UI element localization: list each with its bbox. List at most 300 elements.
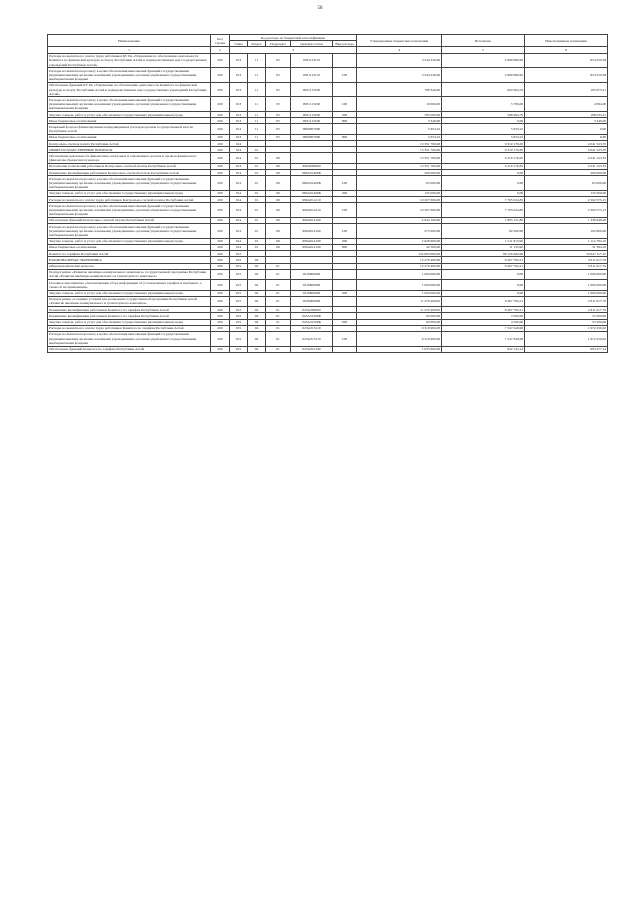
- row-chapter-cell: 914: [230, 244, 248, 250]
- row-executed-cell: 0,00: [442, 190, 525, 196]
- row-unexecuted-cell: 4 041 523,35: [525, 153, 608, 163]
- row-chapter-cell: 915: [230, 307, 248, 313]
- row-target-cell: 023А315190: [291, 346, 333, 352]
- row-target-cell: 023А315110: [291, 325, 333, 331]
- row-section-cell: 04: [248, 319, 266, 325]
- row-section-cell: 01: [248, 170, 266, 176]
- row-section-cell: 11: [248, 134, 266, 140]
- row-approved-cell: 60 000,00: [357, 319, 442, 325]
- row-unexecuted-cell: 200 000,00: [525, 170, 608, 176]
- row-section-cell: 04: [248, 307, 266, 313]
- row-subsection-cell: 01: [266, 280, 291, 290]
- row-section-cell: 04: [248, 325, 266, 331]
- row-executed-cell: 8 467 782,21: [442, 263, 525, 269]
- row-unexecuted-cell: 4 041 523,35: [525, 163, 608, 169]
- row-line-code-cell: 200: [211, 307, 230, 313]
- index-cell: 5: [442, 47, 525, 53]
- row-target-cell: 0931113110: [291, 68, 333, 83]
- row-chapter-cell: 914: [230, 224, 248, 239]
- row-target-cell: 0210600000: [291, 290, 333, 296]
- row-unexecuted-cell: 1 114 784,10: [525, 238, 608, 244]
- row-approved-cell: 3 544 240,00: [357, 53, 442, 68]
- row-unexecuted-cell: 2 811 617,79: [525, 296, 608, 306]
- row-subsection-cell: 01: [266, 269, 291, 279]
- budget-execution-table: [47, 34, 608, 353]
- row-unexecuted-cell: 0,00: [525, 124, 608, 134]
- row-line-code-cell: 200: [211, 176, 230, 191]
- row-expense-type-cell: [333, 280, 357, 290]
- row-section-cell: 11: [248, 112, 266, 118]
- row-executed-cell: 0,00: [442, 280, 525, 290]
- table-row: [48, 269, 608, 279]
- row-approved-cell: 275 000,00: [357, 224, 442, 239]
- row-chapter-cell: 914: [230, 170, 248, 176]
- row-line-code-cell: 200: [211, 82, 230, 97]
- row-name-cell: Резервный фонд на финансирование непредвиденных расходов органов государственной власти Республики Алтай: [48, 124, 211, 134]
- row-expense-type-cell: 200: [333, 112, 357, 118]
- index-cell: 3: [230, 47, 357, 53]
- row-chapter-cell: 915: [230, 346, 248, 352]
- row-subsection-cell: 01: [266, 325, 291, 331]
- row-executed-cell: 7 705 024,85: [442, 197, 525, 203]
- row-unexecuted-cell: 3 811 617,79: [525, 263, 608, 269]
- row-section-cell: 01: [248, 153, 266, 163]
- row-chapter-cell: 914: [230, 190, 248, 196]
- row-executed-cell: 1 605 151,80: [442, 217, 525, 223]
- row-section-cell: 01: [248, 238, 266, 244]
- row-executed-cell: 0,00: [442, 118, 525, 124]
- row-chapter-cell: 914: [230, 153, 248, 163]
- header-expense-type: Вид расхода: [333, 41, 357, 47]
- row-section-cell: 01: [248, 244, 266, 250]
- row-line-code-cell: 200: [211, 346, 230, 352]
- row-approved-cell: 13 351 700,00: [357, 153, 442, 163]
- row-approved-cell: 2 626 600,00: [357, 238, 442, 244]
- table-row: [48, 176, 608, 191]
- row-executed-cell: 2 689 980,62: [442, 68, 525, 83]
- table-row: [48, 346, 608, 352]
- row-line-code-cell: 200: [211, 118, 230, 124]
- row-line-code-cell: 200: [211, 163, 230, 169]
- row-approved-cell: 1 000 000,00: [357, 269, 442, 279]
- row-expense-type-cell: [333, 53, 357, 68]
- row-target-cell: 0931113190: [291, 118, 333, 124]
- row-name-cell: Закупка товаров, работ и услуг для обеспечения государственных (муниципальных) нужд: [48, 319, 211, 325]
- row-line-code-cell: 200: [211, 134, 230, 140]
- row-unexecuted-cell: 3 811 617,79: [525, 257, 608, 263]
- row-approved-cell: 2 944 100,00: [357, 217, 442, 223]
- index-cell: 2: [211, 47, 230, 53]
- row-unexecuted-cell: 2 502 575,15: [525, 203, 608, 218]
- row-approved-cell: 3 340,00: [357, 118, 442, 124]
- row-line-code-cell: 200: [211, 280, 230, 290]
- row-section-cell: 11: [248, 82, 266, 97]
- row-unexecuted-cell: 854 259,38: [525, 53, 608, 68]
- row-name-cell: Закупка товаров, работ и услуг для обеспечения государственных (муниципальных) нужд: [48, 112, 211, 118]
- row-name-cell: Повышение квалификации работников Контрольно-счетной палаты Республики Алтай: [48, 170, 211, 176]
- row-unexecuted-cell: 3 340,00: [525, 118, 608, 124]
- row-target-cell: 990А014190: [291, 224, 333, 239]
- row-section-cell: 11: [248, 53, 266, 68]
- row-subsection-cell: 01: [266, 331, 291, 346]
- row-section-cell: 04: [248, 269, 266, 279]
- row-expense-type-cell: 200: [333, 319, 357, 325]
- row-target-cell: 9900007000: [291, 134, 333, 140]
- row-approved-cell: 1 000 000,00: [357, 290, 442, 296]
- row-approved-cell: 798 340,00: [357, 82, 442, 97]
- row-target-cell: 990А014190: [291, 217, 333, 223]
- row-chapter-cell: 915: [230, 290, 248, 296]
- row-approved-cell: 200 000,00: [357, 170, 442, 176]
- row-chapter-cell: 914: [230, 197, 248, 203]
- row-approved-cell: 152 803 600,00: [357, 251, 442, 257]
- row-approved-cell: 135 000,00: [357, 190, 442, 196]
- row-line-code-cell: 200: [211, 68, 230, 83]
- row-unexecuted-cell: 55 500,00: [525, 319, 608, 325]
- row-subsection-cell: 05: [266, 97, 291, 112]
- row-line-code-cell: 200: [211, 53, 230, 68]
- row-approved-cell: 13 351 700,00: [357, 141, 442, 147]
- row-chapter-cell: 914: [230, 217, 248, 223]
- row-unexecuted-cell: 0,00: [525, 134, 608, 140]
- row-executed-cell: 0,00: [442, 170, 525, 176]
- row-subsection-cell: 05: [266, 112, 291, 118]
- row-target-cell: 0931113190: [291, 97, 333, 112]
- row-target-cell: 0210600000: [291, 280, 333, 290]
- row-subsection-cell: 06: [266, 197, 291, 203]
- row-chapter-cell: 914: [230, 238, 248, 244]
- row-name-cell: Комитет по тарифам Республики Алтай: [48, 251, 211, 257]
- row-executed-cell: 942 122,14: [442, 346, 525, 352]
- row-chapter-cell: 915: [230, 331, 248, 346]
- row-subsection-cell: 01: [266, 313, 291, 319]
- row-target-cell: 990А014190: [291, 244, 333, 250]
- row-target-cell: 0210000000: [291, 269, 333, 279]
- row-subsection-cell: 05: [266, 82, 291, 97]
- row-name-cell: Расходы на выплаты персоналу в целях обеспечения выполнения функций государственными (муниципальными) органами, казенными учреждениями, органами управления государственными внебюджетными фондами: [48, 97, 211, 112]
- row-expense-type-cell: [333, 296, 357, 306]
- row-executed-cell: 1 511 815,90: [442, 238, 525, 244]
- row-approved-cell: 42 500,00: [357, 244, 442, 250]
- row-section-cell: 04: [248, 280, 266, 290]
- row-name-cell: Закупка товаров, работ и услуг для обеспечения государственных (муниципальных) нужд: [48, 290, 211, 296]
- row-executed-cell: 8 467 782,21: [442, 307, 525, 313]
- row-name-cell: Общеэкономические вопросы: [48, 263, 211, 269]
- row-target-cell: 9900007000: [291, 124, 333, 134]
- row-approved-cell: 5 653,22: [357, 124, 442, 134]
- row-name-cell: Иные бюджетные ассигнования: [48, 244, 211, 250]
- page-number: 58: [317, 6, 323, 11]
- row-unexecuted-cell: 1 000 000,00: [525, 269, 608, 279]
- row-chapter-cell: 913: [230, 53, 248, 68]
- row-unexecuted-cell: 195 675,21: [525, 82, 608, 97]
- row-executed-cell: 8 467 782,21: [442, 257, 525, 263]
- row-chapter-cell: 913: [230, 118, 248, 124]
- row-chapter-cell: 913: [230, 82, 248, 97]
- header-executed: Исполнено: [442, 35, 525, 47]
- row-chapter-cell: 915: [230, 251, 248, 257]
- row-expense-type-cell: 800: [333, 118, 357, 124]
- row-target-cell: 023А300000: [291, 307, 333, 313]
- index-cell: 1: [48, 47, 211, 53]
- row-expense-type-cell: [333, 82, 357, 97]
- row-executed-cell: 82 200,00: [442, 224, 525, 239]
- row-line-code-cell: 200: [211, 238, 230, 244]
- row-section-cell: 11: [248, 68, 266, 83]
- row-chapter-cell: 914: [230, 176, 248, 191]
- row-name-cell: Расходы на выплаты персоналу в целях обеспечения выполнения функций государственными (муниципальными) органами, казенными учреждениями, органами управления государственными внебюджетными фондами: [48, 203, 211, 218]
- row-unexecuted-cell: 31 364,10: [525, 244, 608, 250]
- row-approved-cell: 11 279 400,00: [357, 307, 442, 313]
- row-chapter-cell: 915: [230, 269, 248, 279]
- header-subsection: Подраздел: [266, 41, 291, 47]
- row-chapter-cell: 915: [230, 263, 248, 269]
- row-expense-type-cell: 100: [333, 331, 357, 346]
- row-approved-cell: 13 351 700,00: [357, 163, 442, 169]
- row-approved-cell: 11 279 400,00: [357, 296, 442, 306]
- row-subsection-cell: 06: [266, 203, 291, 218]
- row-target-cell: 990А000000: [291, 163, 333, 169]
- row-unexecuted-cell: 65 000,00: [525, 176, 608, 191]
- row-executed-cell: 4 500,00: [442, 313, 525, 319]
- row-section-cell: 04: [248, 313, 266, 319]
- table-row: [48, 68, 608, 83]
- row-subsection-cell: 06: [266, 244, 291, 250]
- header-budget-codes: Код расхода по бюджетной классификации: [230, 35, 357, 41]
- row-target-cell: 023А315110: [291, 331, 333, 346]
- row-executed-cell: 9 310 176,65: [442, 147, 525, 153]
- table-row: [48, 224, 608, 239]
- row-approved-cell: 65 000,00: [357, 176, 442, 191]
- row-unexecuted-cell: 1 000 000,00: [525, 290, 608, 296]
- header-line-code: Код строки: [211, 35, 230, 47]
- row-executed-cell: 7 347 649,98: [442, 331, 525, 346]
- row-expense-type-cell: 800: [333, 134, 357, 140]
- row-approved-cell: 13 351 700,00: [357, 147, 442, 153]
- row-name-cell: Расходы на выплаты по оплате труда работников Комитета по тарифам Республики Алтай: [48, 325, 211, 331]
- row-executed-cell: 8 467 782,21: [442, 296, 525, 306]
- row-executed-cell: 7 705 024,85: [442, 203, 525, 218]
- row-line-code-cell: 200: [211, 203, 230, 218]
- row-line-code-cell: 200: [211, 112, 230, 118]
- row-subsection-cell: 05: [266, 53, 291, 68]
- row-line-code-cell: 200: [211, 313, 230, 319]
- header-unexecuted: Неисполненные назначения: [525, 35, 608, 47]
- row-chapter-cell: 914: [230, 141, 248, 147]
- table-row: [48, 97, 608, 112]
- row-subsection-cell: 05: [266, 134, 291, 140]
- row-line-code-cell: 200: [211, 244, 230, 250]
- row-subsection-cell: 01: [266, 307, 291, 313]
- row-section-cell: 01: [248, 203, 266, 218]
- row-line-code-cell: 200: [211, 296, 230, 306]
- row-target-cell: 0931113190: [291, 112, 333, 118]
- row-chapter-cell: 913: [230, 124, 248, 134]
- row-expense-type-cell: 100: [333, 68, 357, 83]
- row-target-cell: 0230000000: [291, 296, 333, 306]
- row-unexecuted-cell: 4 894,00: [525, 97, 608, 112]
- row-unexecuted-cell: 4 041 523,35: [525, 141, 608, 147]
- row-target-cell: 990А014110: [291, 203, 333, 218]
- row-expense-type-cell: [333, 269, 357, 279]
- row-executed-cell: 596 964,79: [442, 112, 525, 118]
- table-row: [48, 203, 608, 218]
- row-executed-cell: 9 310 176,65: [442, 153, 525, 163]
- table-row: [48, 53, 608, 68]
- row-chapter-cell: 915: [230, 257, 248, 263]
- row-target-cell: 0931113190: [291, 82, 333, 97]
- table-row: [48, 124, 608, 134]
- row-line-code-cell: 200: [211, 153, 230, 163]
- row-chapter-cell: 915: [230, 313, 248, 319]
- row-unexecuted-cell: 135 000,00: [525, 190, 608, 196]
- row-name-cell: Обеспечение функций КУ РА «Управление по обеспечению деятельности Комитета по физической культуре и спорту Республики Алтай и подведомственных ему государственных учреждений Республики Алтай»: [48, 82, 211, 97]
- row-chapter-cell: 913: [230, 112, 248, 118]
- row-subsection-cell: 01: [266, 319, 291, 325]
- row-approved-cell: 60 000,00: [357, 313, 442, 319]
- row-name-cell: Расходы на выплаты по оплате труда работников Контрольно-счетной палаты Республики Алтай: [48, 197, 211, 203]
- row-name-cell: Расходы на выплаты по оплате труда работников КУ РА «Управление по обеспечению деятельности Комитета по физической культуре и спорту Республики Алтай и подведомственных ему государственных учреждений Республики Алтай»: [48, 53, 211, 68]
- row-subsection-cell: 05: [266, 118, 291, 124]
- row-section-cell: 11: [248, 97, 266, 112]
- row-executed-cell: 7 347 649,98: [442, 325, 525, 331]
- row-subsection-cell: 01: [266, 346, 291, 352]
- index-cell: 4: [357, 47, 442, 53]
- header-chapter: Глава: [230, 41, 248, 47]
- row-line-code-cell: 200: [211, 251, 230, 257]
- row-approved-cell: 10 207 600,00: [357, 203, 442, 218]
- row-target-cell: 990А014110: [291, 197, 333, 203]
- row-chapter-cell: 913: [230, 134, 248, 140]
- row-section-cell: 04: [248, 257, 266, 263]
- row-name-cell: Расходы на выплаты персоналу в целях обеспечения выполнения функций государственными (муниципальными) органами, казенными учреждениями, органами управления государственными внебюджетными фондами: [48, 331, 211, 346]
- row-name-cell: Подпрограмма «Создание условий для реализации государственной программы Республики Алтай «Развитие жилищно-коммунального и транспортного комплекса»: [48, 296, 211, 306]
- row-name-cell: ОБЩЕГОСУДАРСТВЕННЫЕ ВОПРОСЫ: [48, 147, 211, 153]
- row-name-cell: Иные бюджетные ассигнования: [48, 134, 211, 140]
- row-expense-type-cell: [333, 124, 357, 134]
- row-unexecuted-cell: 1 972 250,02: [525, 331, 608, 346]
- row-chapter-cell: 914: [230, 203, 248, 218]
- row-unexecuted-cell: 53 647 117,10: [525, 251, 608, 257]
- row-approved-cell: 5 653,22: [357, 134, 442, 140]
- row-name-cell: Обеспечение функций Комитета по тарифам Республики Алтай: [48, 346, 211, 352]
- row-approved-cell: 12 279 400,00: [357, 257, 442, 263]
- row-chapter-cell: 914: [230, 147, 248, 153]
- row-executed-cell: 5 653,22: [442, 124, 525, 134]
- row-line-code-cell: 200: [211, 263, 230, 269]
- row-executed-cell: 5 653,22: [442, 134, 525, 140]
- row-subsection-cell: 06: [266, 190, 291, 196]
- row-line-code-cell: 200: [211, 257, 230, 263]
- row-expense-type-cell: 200: [333, 190, 357, 196]
- row-name-cell: Расходы на выплаты персоналу в целях обеспечения выполнения функций государственными (муниципальными) органами, казенными учреждениями, органами управления государственными внебюджетными фондами: [48, 224, 211, 239]
- row-target-cell: 023А31500К: [291, 313, 333, 319]
- table-row: [48, 331, 608, 346]
- row-approved-cell: 1 635 600,00: [357, 346, 442, 352]
- row-name-cell: НАЦИОНАЛЬНАЯ ЭКОНОМИКА: [48, 257, 211, 263]
- row-subsection-cell: 06: [266, 224, 291, 239]
- row-chapter-cell: 913: [230, 97, 248, 112]
- row-target-cell: 990А01400К: [291, 190, 333, 196]
- row-unexecuted-cell: 188 035,21: [525, 112, 608, 118]
- row-expense-type-cell: 800: [333, 244, 357, 250]
- row-chapter-cell: 915: [230, 280, 248, 290]
- row-subsection-cell: 06: [266, 170, 291, 176]
- row-target-cell: 990А01400К: [291, 176, 333, 191]
- row-approved-cell: 9 319 900,00: [357, 331, 442, 346]
- row-name-cell: Обеспечение функций Контрольно-счетной палаты Республики Алтай: [48, 217, 211, 223]
- row-name-cell: Исполнение полномочий работников Контрольно-счетной палаты Республики Алтай: [48, 163, 211, 169]
- row-name-cell: Основное мероприятие «Автоматизация сбора информации об установленных тарифах и надбавках, а также об их применении»: [48, 280, 211, 290]
- row-executed-cell: 11 135,90: [442, 244, 525, 250]
- row-name-cell: Повышение квалификации работников Комитета по тарифам Республики Алтай: [48, 307, 211, 313]
- row-expense-type-cell: 100: [333, 203, 357, 218]
- row-approved-cell: 3 544 240,00: [357, 68, 442, 83]
- row-unexecuted-cell: 854 259,38: [525, 68, 608, 83]
- table-header: [48, 35, 608, 54]
- row-line-code-cell: 200: [211, 217, 230, 223]
- table-body: [48, 53, 608, 352]
- row-target-cell: 023А31500К: [291, 319, 333, 325]
- table-row: [48, 296, 608, 306]
- row-subsection-cell: 01: [266, 290, 291, 296]
- row-target-cell: [291, 153, 333, 163]
- row-section-cell: 11: [248, 118, 266, 124]
- row-name-cell: Расходы на выплаты персоналу в целях обеспечения выполнения функций государственными (муниципальными) органами, казенными учреждениями, органами управления государственными внебюджетными фондами: [48, 176, 211, 191]
- row-chapter-cell: 915: [230, 325, 248, 331]
- header-approved: Утвержденные бюджетные назначения: [357, 35, 442, 47]
- row-expense-type-cell: 200: [333, 290, 357, 296]
- row-expense-type-cell: 100: [333, 97, 357, 112]
- row-subsection-cell: 06: [266, 217, 291, 223]
- row-chapter-cell: 915: [230, 319, 248, 325]
- row-target-cell: 990А01400К: [291, 170, 333, 176]
- row-executed-cell: 5 706,00: [442, 97, 525, 112]
- row-executed-cell: 0,00: [442, 290, 525, 296]
- row-section-cell: 04: [248, 331, 266, 346]
- row-target-cell: 990А014190: [291, 238, 333, 244]
- row-expense-type-cell: 100: [333, 176, 357, 191]
- row-line-code-cell: 200: [211, 325, 230, 331]
- row-unexecuted-cell: 55 500,00: [525, 313, 608, 319]
- row-approved-cell: 10 207 600,00: [357, 197, 442, 203]
- row-executed-cell: 9 310 176,65: [442, 141, 525, 147]
- row-line-code-cell: 200: [211, 97, 230, 112]
- row-line-code-cell: 200: [211, 124, 230, 134]
- row-name-cell: Закупка товаров, работ и услуг для обеспечения государственных (муниципальных) нужд: [48, 238, 211, 244]
- row-expense-type-cell: [333, 346, 357, 352]
- row-unexecuted-cell: 192 800,00: [525, 224, 608, 239]
- row-section-cell: 01: [248, 224, 266, 239]
- table-row: [48, 153, 608, 163]
- header-section: Раздел: [248, 41, 266, 47]
- row-section-cell: 04: [248, 290, 266, 296]
- row-approved-cell: 1 000 000,00: [357, 280, 442, 290]
- row-section-cell: 01: [248, 190, 266, 196]
- row-section-cell: 01: [248, 163, 266, 169]
- row-name-cell: Подпрограмма «Развитие жилищно-коммунального комплекса» государственной программы Республики Алтай «Развитие жилищно-коммунального и транспортного комплекса»: [48, 269, 211, 279]
- row-unexecuted-cell: 2 502 575,15: [525, 197, 608, 203]
- row-line-code-cell: 200: [211, 331, 230, 346]
- row-unexecuted-cell: 1 000 000,00: [525, 280, 608, 290]
- row-subsection-cell: 06: [266, 238, 291, 244]
- row-line-code-cell: 200: [211, 197, 230, 203]
- row-line-code-cell: 200: [211, 319, 230, 325]
- row-unexecuted-cell: 2 811 617,79: [525, 307, 608, 313]
- row-subsection-cell: 06: [266, 153, 291, 163]
- row-section-cell: 04: [248, 346, 266, 352]
- row-executed-cell: 9 310 176,65: [442, 163, 525, 169]
